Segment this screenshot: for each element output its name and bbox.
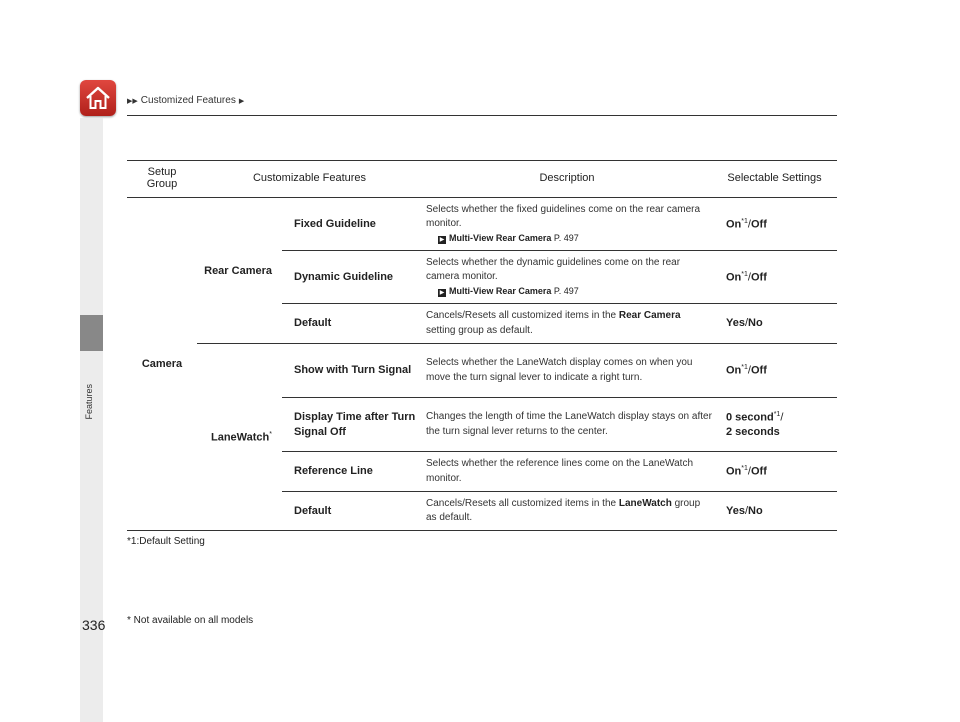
description-cell: Cancels/Resets all customized items in the LaneWatch group as default. <box>422 492 712 531</box>
feature-reference-line: Reference Line <box>282 452 422 492</box>
feature-display-time-after-turn-signal-off: Display Time after Turn Signal Off <box>282 398 422 452</box>
header-customizable-features: Customizable Features <box>197 161 422 198</box>
description-cell: Selects whether the dynamic guidelines come on the rear camera monitor. ▶ Multi-View Rear Camera P. 497 <box>422 251 712 304</box>
subgroup-lanewatch: LaneWatch* <box>197 344 282 531</box>
setting-cell: Yes/No <box>712 492 837 531</box>
cross-reference[interactable]: ▶ Multi-View Rear Camera P. 497 <box>439 232 579 243</box>
sidebar-label: Features <box>84 384 94 420</box>
home-icon <box>84 84 112 112</box>
description-cell: Selects whether the LaneWatch display comes on when you move the turn signal lever to indicate a right turn. <box>422 344 712 398</box>
setting-cell: Yes/No <box>712 304 837 344</box>
description-cell: Cancels/Resets all customized items in the Rear Camera setting group as default. <box>422 304 712 344</box>
description-cell: Selects whether the reference lines come on the LaneWatch monitor. <box>422 452 712 492</box>
header-divider <box>127 115 837 116</box>
table-header-row <box>127 161 837 198</box>
breadcrumb-item[interactable]: Customized Features <box>140 95 236 106</box>
setting-cell: 0 second$^{*1}$/ 2 seconds <box>712 398 837 452</box>
feature-default: Default <box>282 304 422 344</box>
customizable-features-table <box>127 160 837 531</box>
reference-arrow-icon: ▶ <box>439 289 445 296</box>
description-cell: Changes the length of time the LaneWatch display stays on after the turn signal lever returns to the center. <box>422 398 712 452</box>
setting-cell: On$^{*1}$/Off <box>712 452 837 492</box>
breadcrumb-arrow-icon: ▶ <box>238 97 245 105</box>
setting-cell: On$^{*1}$/Off <box>712 344 837 398</box>
subgroup-rear-camera: Rear Camera <box>197 198 282 344</box>
header-description: Description <box>422 161 712 198</box>
home-button[interactable] <box>80 80 116 116</box>
description-cell: Selects whether the fixed guidelines come on the rear camera monitor. ▶ Multi-View Rear Camera P. 497 <box>422 198 712 251</box>
sidebar-tab-features[interactable] <box>80 315 103 351</box>
breadcrumb-arrow-icon: ▶▶ <box>127 97 138 105</box>
feature-dynamic-guideline: Dynamic Guideline <box>282 251 422 304</box>
header-selectable-settings: Selectable Settings <box>712 161 837 198</box>
feature-show-with-turn-signal: Show with Turn Signal <box>282 344 422 398</box>
reference-arrow-icon: ▶ <box>439 236 445 243</box>
page-number: 336 <box>82 617 106 633</box>
table-row <box>127 198 837 251</box>
feature-fixed-guideline: Fixed Guideline <box>282 198 422 251</box>
default-setting-footnote: *1:Default Setting <box>127 536 205 547</box>
setting-cell: On$^{*1}$/Off <box>712 251 837 304</box>
breadcrumb <box>127 95 244 106</box>
group-camera: Camera <box>127 198 197 531</box>
availability-note: * Not available on all models <box>127 615 254 626</box>
setting-cell: On$^{*1}$/Off <box>712 198 837 251</box>
table-row <box>127 344 837 398</box>
header-setup-group: Setup Group <box>127 161 197 198</box>
feature-default: Default <box>282 492 422 531</box>
cross-reference[interactable]: ▶ Multi-View Rear Camera P. 497 <box>439 285 579 296</box>
